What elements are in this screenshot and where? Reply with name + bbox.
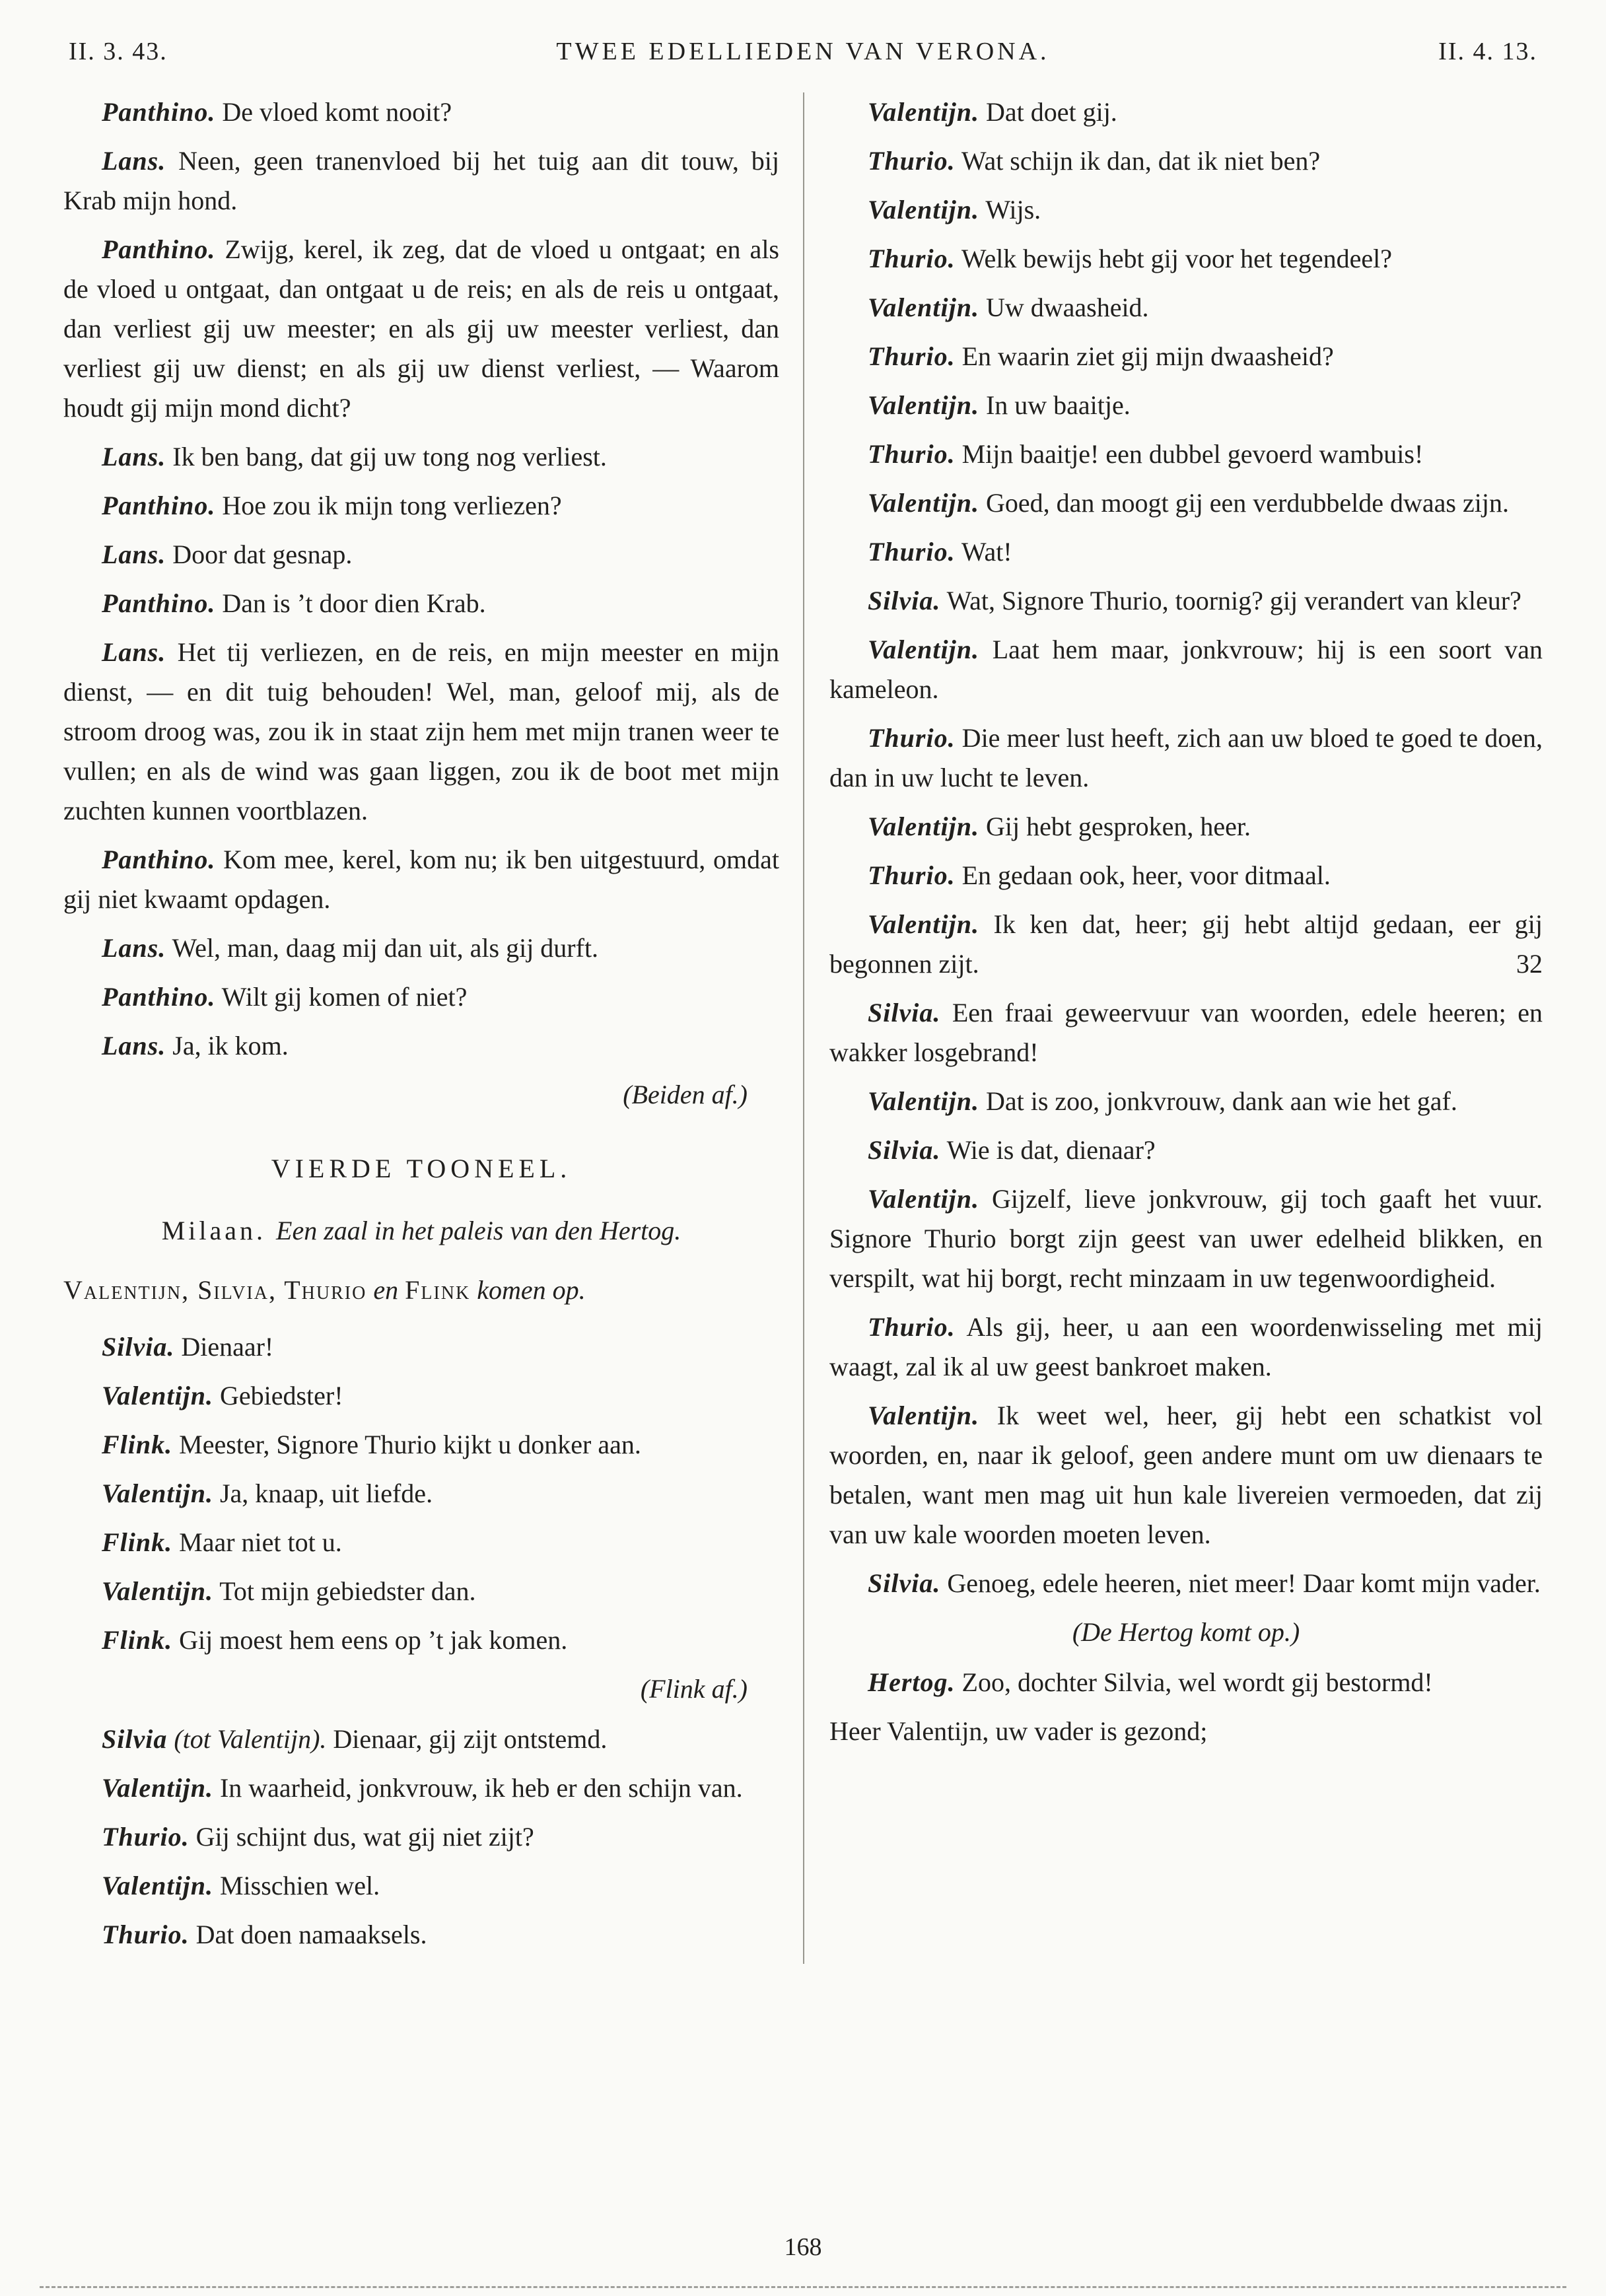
speaker-name: Lans. [102,1031,166,1061]
speaker-name: Panthino. [102,588,216,618]
column-right [803,92,1543,1964]
speech-paragraph: Valentijn. Gijzelf, lieve jonkvrouw, gij toch gaaft het vuur. Signore Thurio borgt zijn geest van uwer edelheid blikken, en verspilt, wat hij borgt, recht minzaam in uw tegenwoordigheid. [829,1184,1543,1293]
speaker-name: Lans. [102,146,166,176]
speaker-name: Thurio. [868,860,956,890]
speech-paragraph: Flink. Gij moest hem eens op ’t jak komen. [102,1625,568,1655]
speaker-name: Flink. [102,1527,173,1557]
speaker-name: Panthino. [102,234,216,264]
speaker-name: Panthino. [102,845,216,874]
speaker-name: Lans. [102,442,166,471]
speech-paragraph: Valentijn. Goed, dan moogt gij een verdubbelde dwaas zijn. [868,488,1509,518]
speaker-name: Flink. [102,1430,173,1459]
speech-paragraph: Valentijn. Dat doet gij. [868,97,1117,127]
speaker-name: Valentijn. [868,293,979,322]
stage-direction: (Flink af.) [640,1674,748,1704]
speaker-name: Valentijn. [868,488,979,518]
speaker-name: Panthino. [102,982,216,1012]
speaker-name: Silvia. [868,1568,941,1598]
speaker-name: Silvia. [868,1135,941,1165]
speech-paragraph: Thurio. Wat schijn ik dan, dat ik niet ben? [868,146,1321,176]
speech-paragraph: Thurio. Als gij, heer, u aan een woordenwisseling met mij waagt, zal ik al uw geest bankroet maken. [829,1312,1543,1381]
speaker-name: Thurio. [868,439,956,469]
speech-paragraph: Hertog. Zoo, dochter Silvia, wel wordt gij bestormd! [868,1667,1433,1697]
entrance-line-segment: Valentijn, Silvia, Thurio [63,1275,367,1305]
speech-paragraph: Valentijn. Misschien wel. [102,1871,380,1900]
speaker-name: Thurio. [868,341,956,371]
entrance-line-segment: en [367,1275,405,1305]
speech-paragraph: Valentijn. Dat is zoo, jonkvrouw, dank aan wie het gaf. [868,1086,1457,1116]
speech-paragraph: Lans. Ik ben bang, dat gij uw tong nog verliest. [102,442,607,471]
speaker-name: Thurio. [868,1312,956,1342]
speaker-name: Valentijn. [102,1381,213,1410]
speech-paragraph: Valentijn. Ik ken dat, heer; gij hebt altijd gedaan, eer gij begonnen zijt. 32 [829,905,1543,984]
bottom-rule [40,2286,1566,2288]
speech-paragraph: Lans. Wel, man, daag mij dan uit, als gij durft. [102,933,599,963]
scene-setting-segment: Milaan. [161,1216,277,1245]
speaker-name: Valentijn. [868,1401,979,1430]
speech-paragraph: Thurio. En waarin ziet gij mijn dwaasheid? [868,341,1334,371]
running-head-left: II. 3. 43. [69,38,168,65]
speaker-name: Thurio. [102,1822,190,1852]
speaker-name: Thurio. [868,723,956,753]
running-head [63,37,1543,66]
speech-paragraph: Thurio. Wat! [868,537,1012,567]
speech-paragraph: Panthino. Hoe zou ik mijn tong verliezen? [102,491,562,520]
speaker-name: Silvia [102,1724,168,1754]
speech-paragraph: Valentijn. Gij hebt gesproken, heer. [868,812,1251,841]
speech-paragraph: Thurio. En gedaan ook, heer, voor ditmaal. [868,860,1331,890]
speech-paragraph: Lans. Ja, ik kom. [102,1031,289,1061]
speech-paragraph: Silvia. Genoeg, edele heeren, niet meer! Daar komt mijn vader. [868,1568,1541,1598]
speech-paragraph: Lans. Door dat gesnap. [102,539,353,569]
speaker-name: Valentijn. [102,1773,213,1803]
speaker-name: Thurio. [868,146,956,176]
speech-paragraph: Silvia. Een fraai geweervuur van woorden, edele heeren; en wakker losgebrand! [829,998,1543,1067]
speech-paragraph: Valentijn. In uw baaitje. [868,390,1131,420]
speech-paragraph: Silvia (tot Valentijn). Dienaar, gij zijt ontstemd. [102,1724,608,1754]
speech-paragraph: Lans. Neen, geen tranenvloed bij het tuig aan dit touw, bij Krab mijn hond. [63,146,779,215]
text-columns [63,92,1543,1964]
speaker-name: Valentijn. [102,1871,213,1900]
speaker-name: Panthino. [102,491,216,520]
speech-paragraph: Thurio. Mijn baaitje! een dubbel gevoerd wambuis! [868,439,1424,469]
speech-paragraph: Valentijn. Ja, knaap, uit liefde. [102,1478,433,1508]
speaker-name: Valentijn. [868,1184,979,1214]
speaker-name: Valentijn. [868,390,979,420]
speech-paragraph: Thurio. Gij schijnt dus, wat gij niet zijt? [102,1822,534,1852]
speaker-name: Hertog. [868,1667,956,1697]
speech-paragraph: Panthino. De vloed komt nooit? [102,97,452,127]
speech-paragraph: Panthino. Kom mee, kerel, kom nu; ik ben uitgestuurd, omdat gij niet kwaamt opdagen. [63,845,779,914]
speaker-name: Silvia. [868,998,941,1027]
speaker-name: Silvia. [102,1332,175,1362]
speaker-name: Valentijn. [868,909,979,939]
speech-paragraph: Valentijn. Uw dwaasheid. [868,293,1149,322]
speech-paragraph: Valentijn. Ik weet wel, heer, gij hebt een schatkist vol woorden, en, naar ik geloof, geen andere munt om uw dienaars te betalen, want men mag uit hun kale livereien vermoeden, dat zij van uw kale woorden moeten leven. [829,1401,1543,1549]
scene-heading: VIERDE TOONEEL. [271,1154,572,1183]
column-left [63,92,803,1964]
verse-line: Heer Valentijn, uw vader is gezond; [829,1716,1208,1746]
speaker-name: Thurio. [102,1920,190,1949]
scene-setting [63,1211,779,1251]
speech-paragraph: Valentijn. Tot mijn gebiedster dan. [102,1576,476,1606]
running-head-title: TWEE EDELLIEDEN VAN VERONA. [556,38,1050,65]
speaker-name: Valentijn. [868,195,979,225]
speech-paragraph: Valentijn. In waarheid, jonkvrouw, ik heb er den schijn van. [102,1773,743,1803]
running-head-right: II. 4. 13. [1438,38,1537,65]
speaker-name: Silvia. [868,586,941,615]
entrance-line [63,1270,779,1310]
speaker-name: Panthino. [102,97,216,127]
speaker-name: Thurio. [868,537,956,567]
speaker-name: Valentijn. [102,1478,213,1508]
speaker-name: Lans. [102,933,166,963]
speech-paragraph: Flink. Maar niet tot u. [102,1527,342,1557]
speech-paragraph: Panthino. Wilt gij komen of niet? [102,982,468,1012]
line-number: 32 [1516,949,1543,979]
speech-paragraph: Valentijn. Wijs. [868,195,1041,225]
speech-paragraph: Thurio. Die meer lust heeft, zich aan uw bloed te goed te doen, dan in uw lucht te leven. [829,723,1543,792]
page-number: 168 [784,2233,822,2261]
speech-paragraph: Panthino. Zwijg, kerel, ik zeg, dat de vloed u ontgaat; en als de vloed u ontgaat, dan ontgaat u de reis; en als de reis u ontgaat, dan verliest gij uw meester; en als gij uw meester verliest, dan verliest gij uw dienst; en als gij uw dienst verliest, — Waarom houdt gij mijn mond dicht? [63,234,779,423]
speech-paragraph: Valentijn. Laat hem maar, jonkvrouw; hij is een soort van kameleon. [829,635,1543,704]
speaker-name: Lans. [102,539,166,569]
speech-paragraph: Flink. Meester, Signore Thurio kijkt u donker aan. [102,1430,641,1459]
speech-paragraph: Thurio. Welk bewijs hebt gij voor het tegendeel? [868,244,1393,273]
speaker-name: Flink. [102,1625,173,1655]
scene-setting-segment: Een zaal in het paleis van den Hertog. [276,1216,681,1245]
speech-paragraph: Silvia. Wat, Signore Thurio, toornig? gij verandert van kleur? [868,586,1521,615]
speaker-name: Lans. [102,637,166,667]
speech-paragraph: Silvia. Wie is dat, dienaar? [868,1135,1156,1165]
entrance-line-segment: Flink [405,1275,471,1305]
speaker-name: Valentijn. [102,1576,213,1606]
speech-paragraph: Lans. Het tij verliezen, en de reis, en mijn meester en mijn dienst, — en dit tuig behouden! Wel, man, geloof mij, als de stroom droog was, zou ik in staat zijn hem met mijn tranen weer te vullen; en als de wind was gaan liggen, zou ik de boot met mijn zuchten kunnen voortblazen. [63,637,779,825]
speech-paragraph: Silvia. Dienaar! [102,1332,274,1362]
stage-direction: (De Hertog komt op.) [1072,1617,1300,1647]
speech-paragraph: Valentijn. Gebiedster! [102,1381,343,1410]
speech-paragraph: Panthino. Dan is ’t door dien Krab. [102,588,486,618]
speaker-name: Valentijn. [868,812,979,841]
speaker-name: Valentijn. [868,97,979,127]
stage-direction: (Beiden af.) [623,1080,748,1109]
speech-paragraph: Thurio. Dat doen namaaksels. [102,1920,427,1949]
entrance-line-segment: komen op. [470,1275,586,1305]
speaker-name: Thurio. [868,244,956,273]
speaker-name: Valentijn. [868,635,979,664]
speaker-name: Valentijn. [868,1086,979,1116]
stage-note: (tot Valentijn). [167,1724,333,1754]
